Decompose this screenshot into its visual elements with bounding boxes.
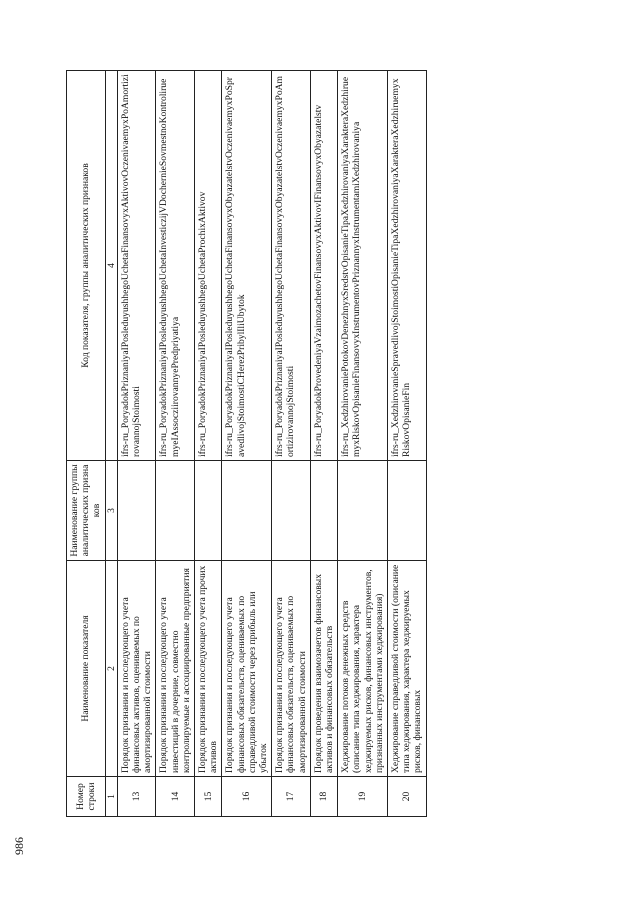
header-row-number: Номер строки	[67, 777, 106, 817]
indicator-name: Порядок признания и последующего учета финансовых обязательств, оцениваемых по амортизированной стоимости	[272, 561, 311, 777]
table-row	[310, 71, 337, 817]
indicator-name: Порядок признания и последующего учета инвестиций в дочерние, совместно контролируемые и ассоциированные предприятия	[156, 561, 195, 777]
column-number: 3	[105, 461, 117, 561]
indicator-code: ifrs-ru_XedzhirovaniePotokovDenezhnyxSredstvOpisanieTipaXedzhirovaniyaXarakteraXedzhiruemyxRiskovOpisanieFinansovyxInstrumentovPriznannyxInstrumentamiXedzhirovaniya	[338, 71, 388, 461]
indicator-code: ifrs-ru_XedzhirovanieSpravedlivojStoimostiOpisanieTipaXedzhirovaniyaXarakteraXedzhiruemyxRiskovOpisanieFin	[388, 71, 427, 461]
table-row	[117, 71, 156, 817]
indicator-code: ifrs-ru_PoryadokProvedeniyaVzaimozachetovFinansovyxAktivovIFinansovyxObyazatelstv	[310, 71, 337, 461]
table-row	[222, 71, 272, 817]
table-row	[338, 71, 388, 817]
column-number: 4	[105, 71, 117, 461]
row-number: 19	[338, 777, 388, 817]
header-indicator-name: Наименование показателя	[67, 561, 106, 777]
group-name	[156, 461, 195, 561]
indicator-name: Порядок признания и последующего учета финансовых активов, оцениваемых по амортизированной стоимости	[117, 561, 156, 777]
indicator-name: Хеджирование потоков денежных средств (описание типа хеджирования, характера хеджируемых рисков, финансовых инструментов, признанных инструментами хеджирования)	[338, 561, 388, 777]
indicator-name: Хеджирование справедливой стоимости (описание типа хеджирования, характера хеджируемых рисков, финансовых	[388, 561, 427, 777]
table-header-row	[67, 71, 106, 817]
group-name	[272, 461, 311, 561]
row-number: 16	[222, 777, 272, 817]
indicator-code: ifrs-ru_PoryadokPriznaniyaIPosleduyushhegoUchetaFinansovyxObyazatelstvOczenivaemyxPoAmortizirovannojStoimosti	[272, 71, 311, 461]
column-number: 2	[105, 561, 117, 777]
group-name	[310, 461, 337, 561]
table-row	[156, 71, 195, 817]
table-row	[272, 71, 311, 817]
indicator-code: ifrs-ru_PoryadokPriznaniyaIPosleduyushhegoUchetaFinansovyxAktivovOczenivaemyxPoAmortizirovannojStoimosti	[117, 71, 156, 461]
group-name	[222, 461, 272, 561]
row-number: 13	[117, 777, 156, 817]
group-name	[338, 461, 388, 561]
header-code: Код показателя, группы аналитических признаков	[67, 71, 106, 461]
group-name	[195, 461, 222, 561]
row-number: 20	[388, 777, 427, 817]
column-number-row	[105, 71, 117, 817]
indicator-table	[66, 70, 427, 817]
indicator-code: ifrs-ru_PoryadokPriznaniyaIPosleduyushhegoUchetaFinansovyxObyazatelstvOczenivaemyxPoSpravedlivojStoimostiCHerezPribylIliUbytok	[222, 71, 272, 461]
indicator-name: Порядок проведения взаимозачетов финансовых активов и финансовых обязательств	[310, 561, 337, 777]
indicator-code: ifrs-ru_PoryadokPriznaniyaIPosleduyushhegoUchetaProchixAktivov	[195, 71, 222, 461]
group-name	[388, 461, 427, 561]
indicator-name: Порядок признания и последующего учета прочих активов	[195, 561, 222, 777]
row-number: 18	[310, 777, 337, 817]
column-number: 1	[105, 777, 117, 817]
header-group-name: Наименование группы аналитических признаков	[67, 461, 106, 561]
row-number: 15	[195, 777, 222, 817]
indicator-name: Порядок признания и последующего учета финансовых обязательств, оцениваемых по справедливой стоимости через прибыль или убыток	[222, 561, 272, 777]
row-number: 17	[272, 777, 311, 817]
row-number: 14	[156, 777, 195, 817]
table-row	[388, 71, 427, 817]
group-name	[117, 461, 156, 561]
indicator-code: ifrs-ru_PoryadokPriznaniyaIPosleduyushhegoUchetaInvesticzijVDochernieSovmestnoKontroliruemyeIAssocziirovannyePredpriyatiya	[156, 71, 195, 461]
page-number: 986	[12, 837, 26, 855]
table-row	[195, 71, 222, 817]
